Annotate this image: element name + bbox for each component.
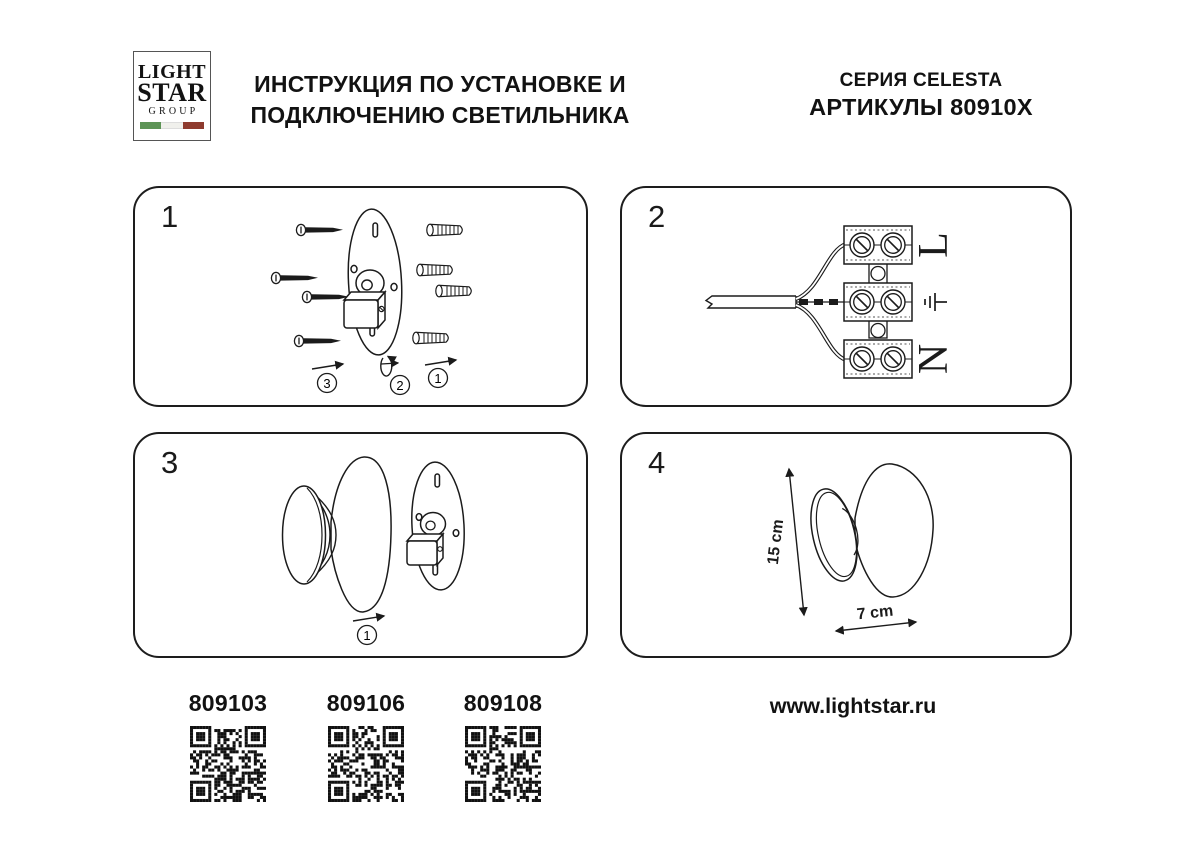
logo-group: GROUP [148,106,199,117]
article-code: 809108 [463,690,543,716]
website-link[interactable]: www.lightstar.ru [769,694,937,718]
label-neutral: N [911,343,957,375]
junction-box [344,292,385,328]
qr-code [328,726,404,802]
terminal-block [844,226,912,378]
article-code: 809106 [326,690,406,716]
dowel-icon [413,224,471,344]
article-column [443,690,563,807]
panel-2-number: 2 [648,199,666,234]
step-panel-1 [133,186,588,407]
step-panel-4 [620,432,1072,658]
step-3-marker [312,364,343,393]
logo-light: LIGHT [137,61,207,83]
article-column [168,690,288,807]
step-1-marker [425,360,456,388]
svg-text:1: 1 [363,628,371,644]
svg-text:3: 3 [323,376,331,392]
height-dimension [765,469,804,615]
wiring-diagram [622,188,1070,405]
lightstar-logo [133,51,211,141]
title-line-1: ИНСТРУКЦИЯ ПО УСТАНОВКЕ И [254,71,626,97]
panel-1-number: 1 [161,199,179,234]
cable-gland [421,513,446,536]
lamp-front-disc [803,484,867,586]
panel-4-number: 4 [648,445,666,480]
lamp-cone [331,457,391,612]
wire-line [796,244,846,299]
qr-code [190,726,266,802]
lamp-front-disc [283,486,326,584]
title-line-2: ПОДКЛЮЧЕНИЮ СВЕТИЛЬНИКА [250,102,630,128]
supply-cable [706,296,796,308]
italian-flag-icon [140,122,204,129]
svg-text:2: 2 [396,378,404,394]
height-label: 15 cm [764,518,788,566]
article-code: 809103 [188,690,268,716]
articles-label: АРТИКУЛЫ 80910X [809,94,1033,120]
screw-icon [271,224,349,346]
article-column [306,690,426,807]
wire-neutral [796,305,846,360]
rotate-icon [381,357,398,377]
step-2-marker [391,376,410,395]
step-1-marker [353,616,384,645]
panel-3-number: 3 [161,445,179,480]
page-title [240,69,640,131]
width-label: 7 cm [855,602,895,624]
mounting-diagram [135,188,586,405]
lamp-cone [855,464,933,597]
logo-star: STAR [137,78,207,107]
lamp-attach-diagram [135,434,586,656]
junction-box [407,534,443,565]
svg-text:1: 1 [434,371,442,387]
qr-code [465,726,541,802]
dimensions-diagram [622,434,1070,656]
width-dimension [836,603,916,631]
step-panel-3 [133,432,588,658]
ground-icon [925,293,947,311]
product-header [791,70,1051,122]
series-label: СЕРИЯ CELESTA [839,70,1003,91]
step-panel-2 [620,186,1072,407]
label-line: L [911,232,957,258]
